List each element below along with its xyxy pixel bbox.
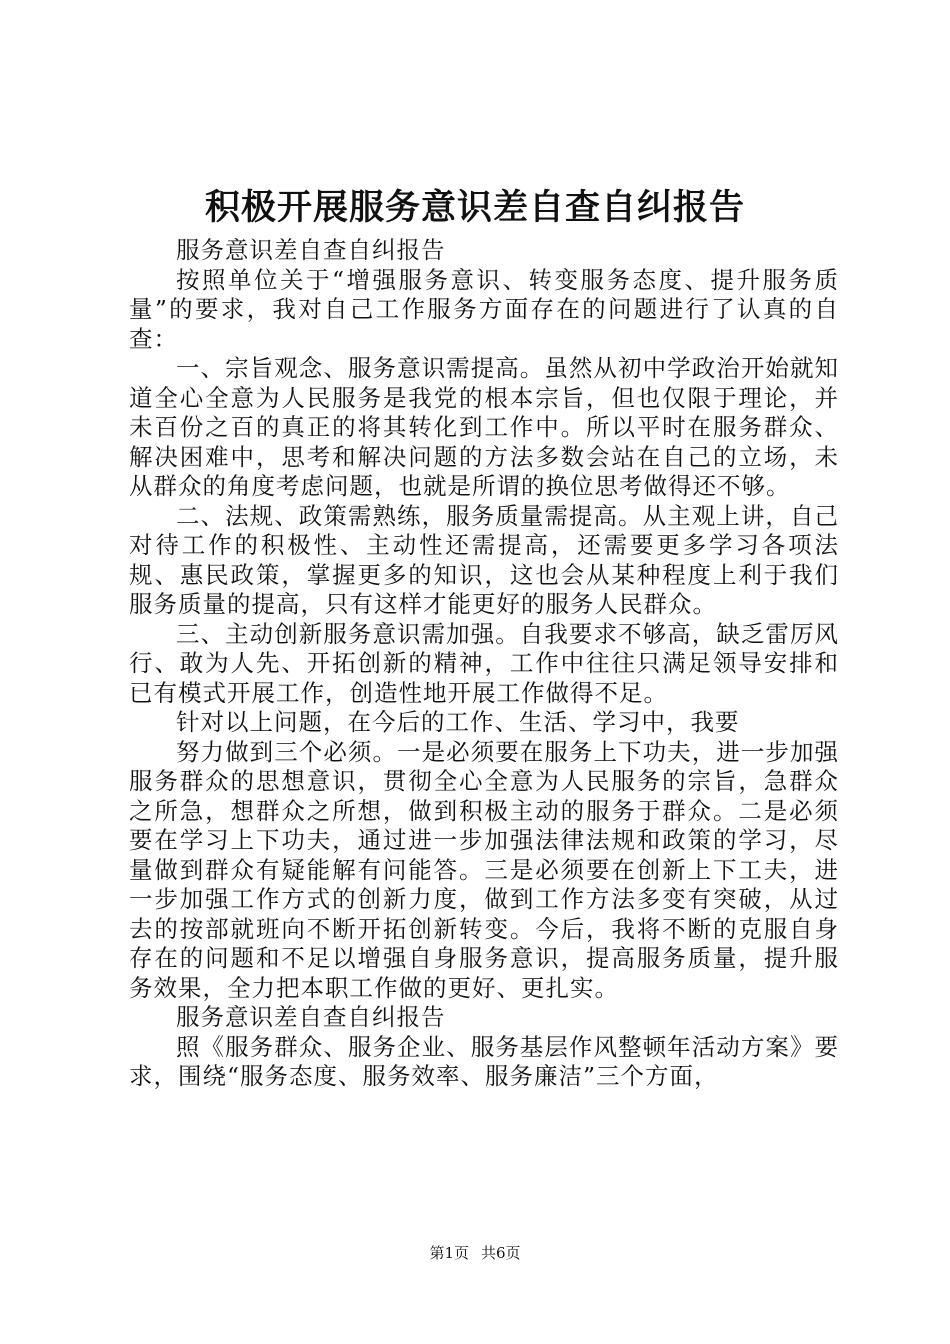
page-footer (0, 1243, 950, 1263)
document-title: 积极开展服务意识差自查自纠报告 (204, 187, 745, 228)
body-paragraph: 二、法规、政策需熟练，服务质量需提高。从主观上讲，自己对待工作的积极性、主动性还需提高，还需要更多学习各项法规、惠民政策，掌握更多的知识，这也会从某种程度上利于我们服务质量的提高，只有这样才能更好的服务人民群众。 (129, 501, 839, 618)
body-paragraph: 针对以上问题，在今后的工作、生活、学习中，我要 (176, 708, 740, 736)
body-paragraph: 照《服务群众、服务企业、服务基层作风整顿年活动方案》要求，围绕“服务态度、服务效率、服务廉洁”三个方面， (129, 1032, 839, 1090)
document-body (129, 236, 839, 1092)
page-count: 共6页 (481, 1244, 521, 1262)
body-paragraph: 努力做到三个必须。一是必须要在服务上下功夫，进一步加强服务群众的思想意识，贯彻全心全意为人民服务的宗旨，急群众之所急，想群众之所想，做到积极主动的服务于群众。二是必须要在学习上下功夫，通过进一步加强法律法规和政策的学习，尽量做到群众有疑能解有问能答。三是必须要在创新上下工夫，进一步加强工作方式的创新力度，做到工作方法多变有突破，从过去的按部就班向不断开拓创新转变。今后，我将不断的克服自身存在的问题和不足以增强自身服务意识，提高服务质量，提升服务效果，全力把本职工作做的更好、更扎实。 (129, 737, 839, 1002)
page-number: 第1页 (429, 1244, 469, 1262)
body-paragraph: 三、主动创新服务意识需加强。自我要求不够高，缺乏雷厉风行、敢为人先、开拓创新的精神，工作中往往只满足领导安排和已有模式开展工作，创造性地开展工作做得不足。 (129, 619, 839, 707)
section-heading: 服务意识差自查自纠报告 (176, 1003, 446, 1031)
section-heading: 服务意识差自查自纠报告 (176, 236, 446, 264)
body-paragraph: 按照单位关于“增强服务意识、转变服务态度、提升服务质量”的要求，我对自己工作服务方面存在的问题进行了认真的自查： (129, 265, 839, 353)
body-paragraph: 一、宗旨观念、服务意识需提高。虽然从初中学政治开始就知道全心全意为人民服务是我党的根本宗旨，但也仅限于理论，并未百份之百的真正的将其转化到工作中。所以平时在服务群众、解决困难中，思考和解决问题的方法多数会站在自己的立场，未从群众的角度考虑问题，也就是所谓的换位思考做得还不够。 (129, 354, 839, 500)
